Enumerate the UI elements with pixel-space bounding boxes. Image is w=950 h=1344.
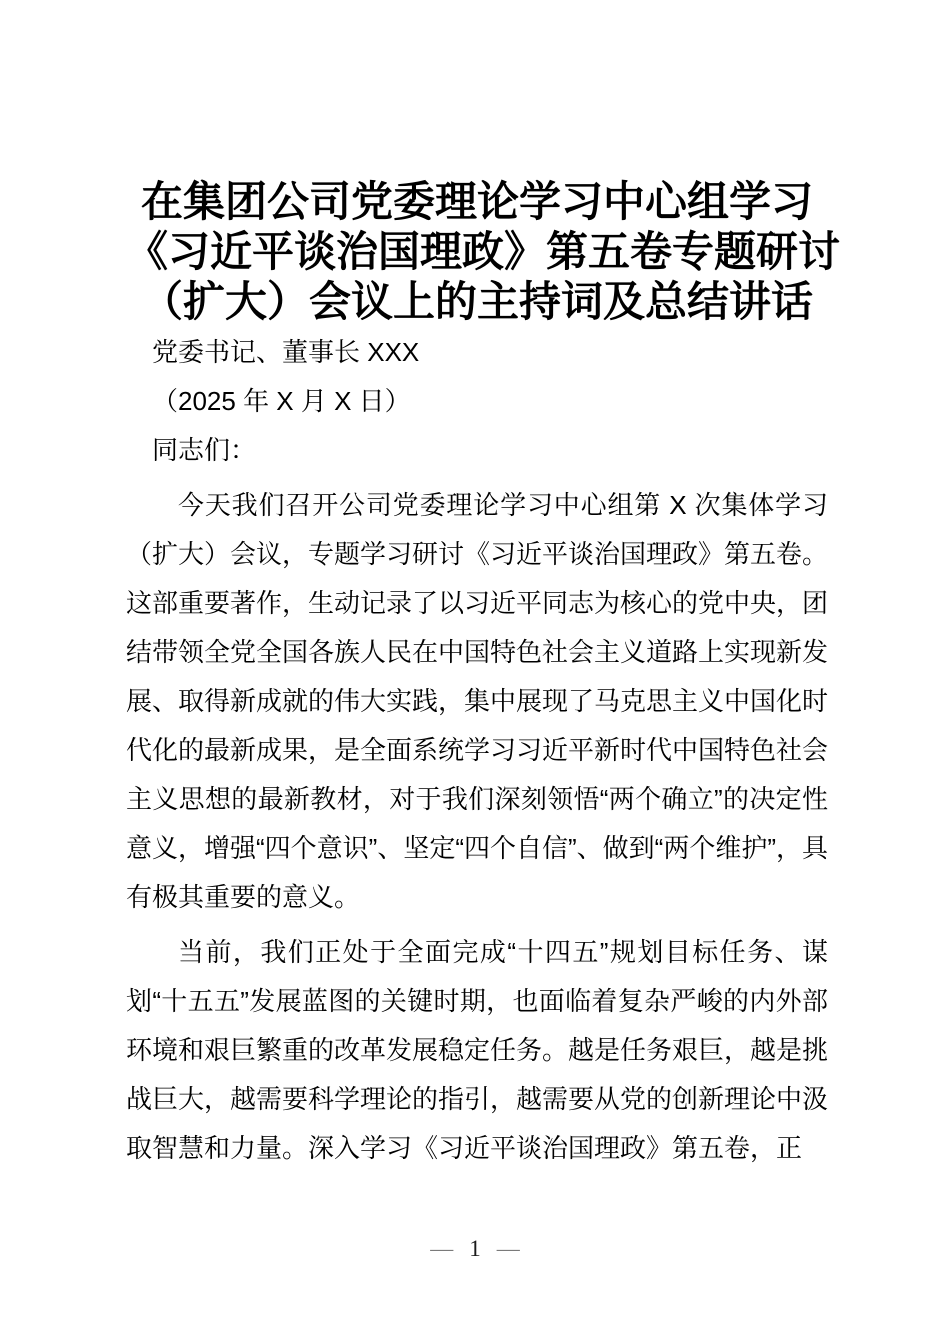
paragraph-2: 当前，我们正处于全面完成“十四五”规划目标任务、谋划“十五五”发展蓝图的关键时期，也面临着复杂严峻的内外部环境和艰巨繁重的改革发展稳定任务。越是任务艰巨，越是挑战巨大，越需要科学理论的指引，越需要从党的创新理论中汲取智慧和力量。深入学习《习近平谈治国理政》第五卷，正 <box>126 937 829 1163</box>
footer-dash-left: — <box>430 1236 454 1261</box>
title-line-1: 在集团公司党委理论学习中心组学习 <box>140 180 813 226</box>
date-line: （2025 年 X 月 X 日） <box>152 386 411 416</box>
footer-dash-right: — <box>496 1236 520 1261</box>
speaker-line: 党委书记、董事长 XXX <box>152 337 420 367</box>
page-number: 1 <box>469 1236 481 1261</box>
title-line-2: 《习近平谈治国理政》第五卷专题研讨 <box>126 230 841 276</box>
paragraph-1: 今天我们召开公司党委理论学习中心组第 X 次集体学习（扩大）会议，专题学习研讨《习近平谈治国理政》第五卷。这部重要著作，生动记录了以习近平同志为核心的党中央，团结带领全党全国各族人民在中国特色社会主义道路上实现新发展、取得新成就的伟大实践，集中展现了马克思主义中国化时代化的最新成果，是全面系统学习习近平新时代中国特色社会主义思想的最新教材，对于我们深刻领悟“两个确立”的决定性意义，增强“四个意识”、坚定“四个自信”、做到“两个维护”，具有极其重要的意义。 <box>126 490 829 912</box>
greeting-line: 同志们： <box>152 435 257 465</box>
page-footer <box>0 1234 950 1264</box>
title-line-3: （扩大）会议上的主持词及总结讲话 <box>140 280 813 326</box>
document-title <box>126 178 841 328</box>
